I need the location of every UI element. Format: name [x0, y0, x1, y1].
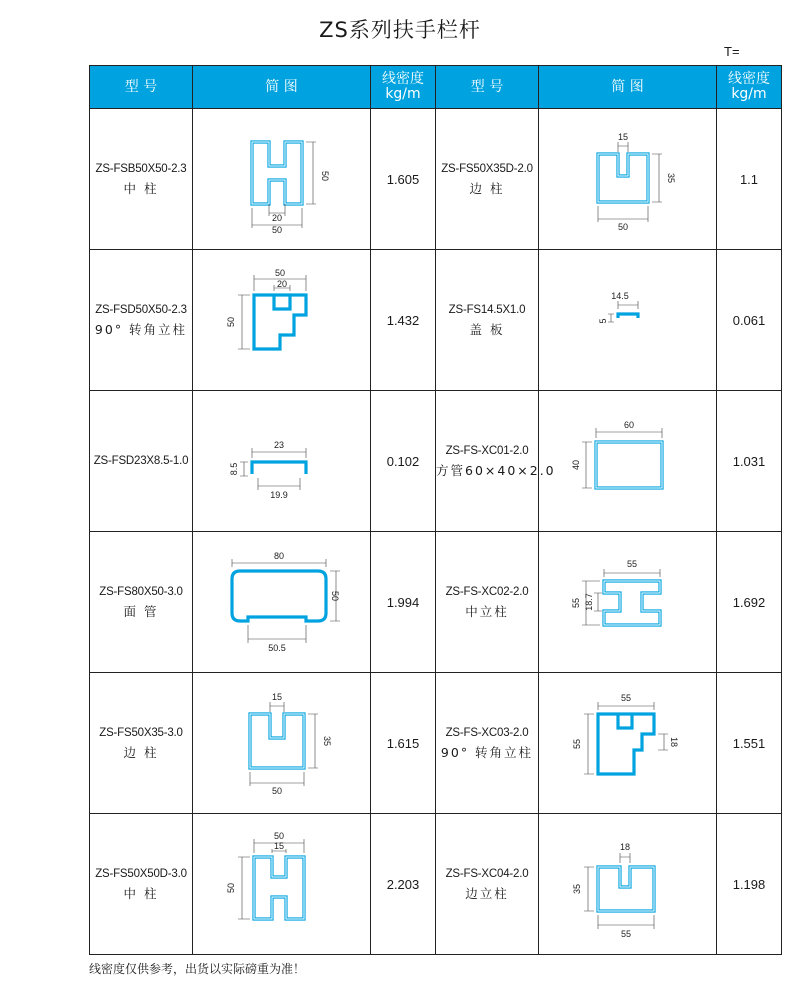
dim-top: 20 [276, 279, 287, 289]
model-code: ZS-FS-XC01-2.0 [445, 445, 529, 457]
dim-top: 15 [271, 692, 282, 702]
dim-height: 55 [570, 597, 581, 609]
thickness-mark: T= [724, 44, 740, 59]
dim-height: 35 [571, 883, 582, 895]
header-density-unit: kg/m [385, 86, 421, 102]
diagram-cell [193, 814, 371, 955]
model-code: ZS-FS-XC02-2.0 [445, 586, 529, 598]
diagram-cell [193, 673, 371, 814]
dim-width: 50 [617, 222, 628, 232]
model-cell [436, 532, 539, 673]
model-name: 边立柱 [465, 886, 509, 901]
dim-top: 15 [617, 132, 628, 142]
density-cell: 0.102 [371, 391, 436, 532]
model-name: 面 管 [123, 604, 159, 619]
model-name: 中立柱 [465, 604, 509, 619]
model-name: 中 柱 [123, 886, 159, 901]
footnote: 线密度仅供参考，出货以实际磅重为准！ [89, 962, 306, 976]
density-cell: 1.615 [371, 673, 436, 814]
diagram-cell [539, 532, 717, 673]
model-code: ZS-FS50X35D-2.0 [441, 163, 533, 175]
model-cell [436, 814, 539, 955]
model-cell [436, 391, 556, 532]
density-cell: 1.605 [371, 109, 436, 250]
header-density [717, 66, 782, 109]
density-cell: 1.198 [717, 814, 782, 955]
dim-width: 14.5 [610, 291, 629, 301]
clip-profile-diagram [222, 406, 342, 516]
model-code: ZS-FS14.5X1.0 [448, 304, 526, 316]
model-code: ZS-FS-XC04-2.0 [445, 868, 529, 880]
model-name: 90° 转角立柱 [94, 322, 188, 337]
dim-top: 18 [619, 842, 630, 852]
header-diagram: 简 图 [539, 66, 717, 109]
diagram-cell [193, 109, 371, 250]
model-cell [90, 391, 193, 532]
dim-width: 50 [274, 268, 285, 278]
model-cell [90, 673, 193, 814]
dim-top: 15 [273, 841, 284, 851]
diagram-cell [193, 391, 371, 532]
model-cell [90, 109, 193, 250]
header-model: 型 号 [436, 66, 539, 109]
density-cell: 1.994 [371, 532, 436, 673]
dim-height: 50 [225, 882, 236, 894]
square-tube-diagram [568, 406, 688, 516]
header-row [90, 66, 782, 109]
dim-bottom: 50.5 [267, 643, 286, 653]
table-row [90, 673, 782, 814]
model-name: 边 柱 [469, 181, 505, 196]
header-density-label: 线密度 [728, 71, 770, 87]
model-name: 方管60×40×2.0 [436, 463, 556, 478]
h-profile-diagram [222, 829, 342, 939]
dim-inner: 20 [271, 213, 282, 223]
dim-width: 55 [620, 693, 631, 703]
model-code: ZS-FSB50X50-2.3 [95, 163, 187, 175]
h-profile-diagram [222, 124, 342, 234]
dim-height: 40 [570, 459, 581, 471]
u-profile-diagram [568, 124, 688, 234]
diagram-cell [193, 250, 371, 391]
density-cell: 1.1 [717, 109, 782, 250]
dim-width: 55 [620, 929, 631, 939]
dim-height: 35 [665, 172, 676, 184]
density-cell: 1.432 [371, 250, 436, 391]
dim-width: 23 [273, 440, 284, 450]
face-tube-diagram [222, 547, 342, 657]
model-code: ZS-FS-XC03-2.0 [445, 727, 529, 739]
model-code: ZS-FS50X50D-3.0 [95, 868, 187, 880]
dim-width: 50 [273, 831, 284, 841]
dim-height: 50 [329, 590, 340, 602]
model-cell [436, 250, 539, 391]
table-row [90, 250, 782, 391]
model-name: 中 柱 [123, 181, 159, 196]
density-cell: 1.692 [717, 532, 782, 673]
model-cell [90, 250, 193, 391]
diagram-cell [539, 391, 717, 532]
corner-profile-diagram [222, 265, 342, 375]
u-profile-diagram [222, 688, 342, 798]
page-title: ZS系列扶手栏杆 [319, 18, 481, 42]
model-name: 盖 板 [469, 322, 505, 337]
table-row [90, 391, 782, 532]
dim-height: 35 [321, 735, 332, 747]
dim-width: 80 [273, 551, 284, 561]
dim-height: 50 [225, 316, 236, 328]
diagram-cell [539, 250, 717, 391]
model-name: 90° 转角立柱 [440, 745, 534, 760]
density-cell: 0.061 [717, 250, 782, 391]
corner-post-diagram [568, 688, 688, 798]
dim-height: 50 [319, 170, 330, 182]
header-density-label: 线密度 [382, 71, 424, 87]
dim-width: 55 [626, 559, 637, 569]
dim-bottom: 19.9 [269, 490, 288, 500]
model-code: ZS-FSD23X8.5-1.0 [93, 455, 189, 467]
density-cell: 1.031 [717, 391, 782, 532]
dim-height: 55 [571, 738, 582, 750]
middle-post-diagram [568, 547, 688, 657]
model-code: ZS-FS80X50-3.0 [99, 586, 183, 598]
table-row [90, 814, 782, 955]
dim-width: 60 [623, 420, 634, 430]
table-row [90, 532, 782, 673]
model-name: 边 柱 [123, 745, 159, 760]
model-cell [436, 109, 539, 250]
header-diagram: 简 图 [193, 66, 371, 109]
density-cell: 1.551 [717, 673, 782, 814]
header-density [371, 66, 436, 109]
dim-width: 50 [271, 225, 282, 234]
diagram-cell [539, 814, 717, 955]
dim-inner: 18 [668, 736, 679, 748]
header-model: 型 号 [90, 66, 193, 109]
dim-inner: 18.7 [583, 593, 594, 611]
diagram-cell [539, 673, 717, 814]
model-cell [436, 673, 539, 814]
model-code: ZS-FSD50X50-2.3 [95, 304, 187, 316]
header-density-unit: kg/m [731, 86, 767, 102]
model-cell [90, 532, 193, 673]
diagram-cell [539, 109, 717, 250]
table-row [90, 109, 782, 250]
dim-height: 8.5 [228, 462, 239, 476]
density-cell: 2.203 [371, 814, 436, 955]
dim-height: 5 [597, 318, 608, 324]
spec-table [89, 65, 782, 955]
model-code: ZS-FS50X35-3.0 [99, 727, 183, 739]
diagram-cell [193, 532, 371, 673]
side-post-diagram [568, 829, 688, 939]
cover-plate-diagram [568, 265, 688, 375]
dim-width: 50 [271, 786, 282, 796]
model-cell [90, 814, 193, 955]
